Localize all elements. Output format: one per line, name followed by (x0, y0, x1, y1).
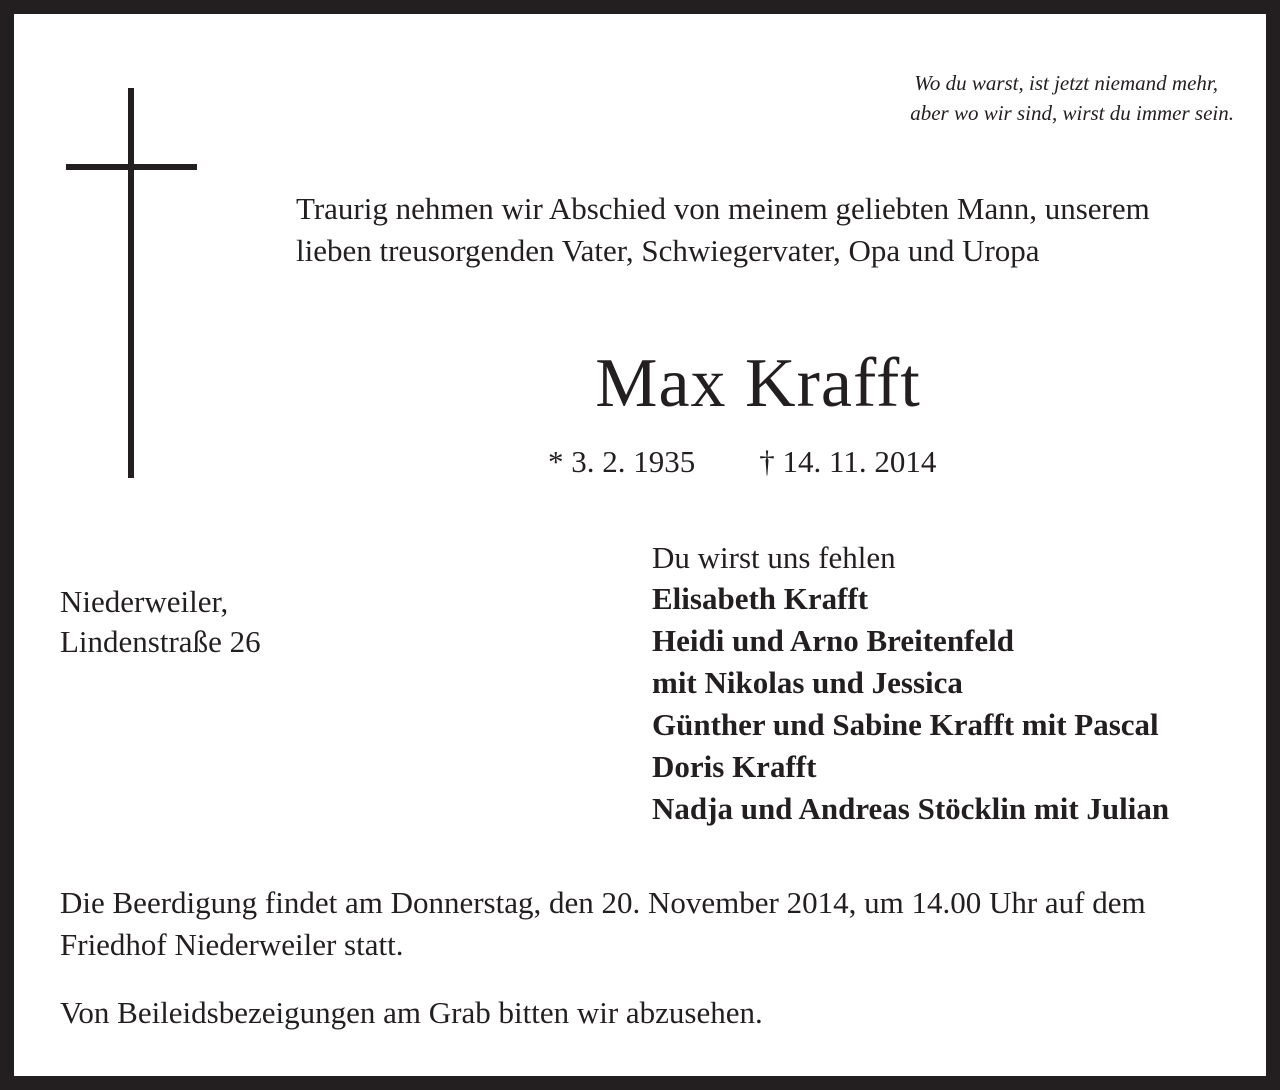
mourner-name: mit Nikolas und Jessica (652, 665, 963, 700)
quote-line-2: aber wo wir sind, wirst du immer sein. (910, 101, 1234, 125)
intro-line-2: lieben treusorgenden Vater, Schwiegervater, Opa und Uropa (296, 233, 1040, 268)
deceased-name: Max Krafft (595, 345, 921, 422)
life-dates (548, 442, 936, 482)
mourner-name: Doris Krafft (652, 749, 817, 784)
family-address (60, 582, 261, 662)
mourners-lead: Du wirst uns fehlen (652, 540, 896, 575)
condolence-request: Von Beileidsbezeigungen am Grab bitten wir abzusehen. (60, 995, 763, 1030)
mourner-name: Elisabeth Krafft (652, 581, 869, 616)
death-date: † 14. 11. 2014 (759, 444, 937, 479)
funeral-line-2: Friedhof Niederweiler statt. (60, 927, 404, 962)
funeral-info (60, 882, 1260, 966)
address-street: Lindenstraße 26 (60, 624, 261, 659)
birth-date: * 3. 2. 1935 (548, 444, 696, 479)
mourner-name: Nadja und Andreas Stöcklin mit Julian (652, 791, 1170, 826)
epitaph-quote (910, 68, 1234, 128)
mourner-name: Heidi und Arno Breitenfeld (652, 623, 1014, 658)
mourner-name: Günther und Sabine Krafft mit Pascal (652, 707, 1159, 742)
funeral-line-1: Die Beerdigung findet am Donnerstag, den 20. November 2014, um 14.00 Uhr auf dem (60, 885, 1146, 920)
cross-icon-horizontal-beam (66, 164, 197, 170)
intro-text (296, 188, 1256, 272)
address-town: Niederweiler, (60, 584, 229, 619)
quote-line-1: Wo du warst, ist jetzt niemand mehr, (914, 71, 1218, 95)
mourners-list (652, 538, 1169, 830)
intro-line-1: Traurig nehmen wir Abschied von meinem geliebten Mann, unserem (296, 191, 1150, 226)
